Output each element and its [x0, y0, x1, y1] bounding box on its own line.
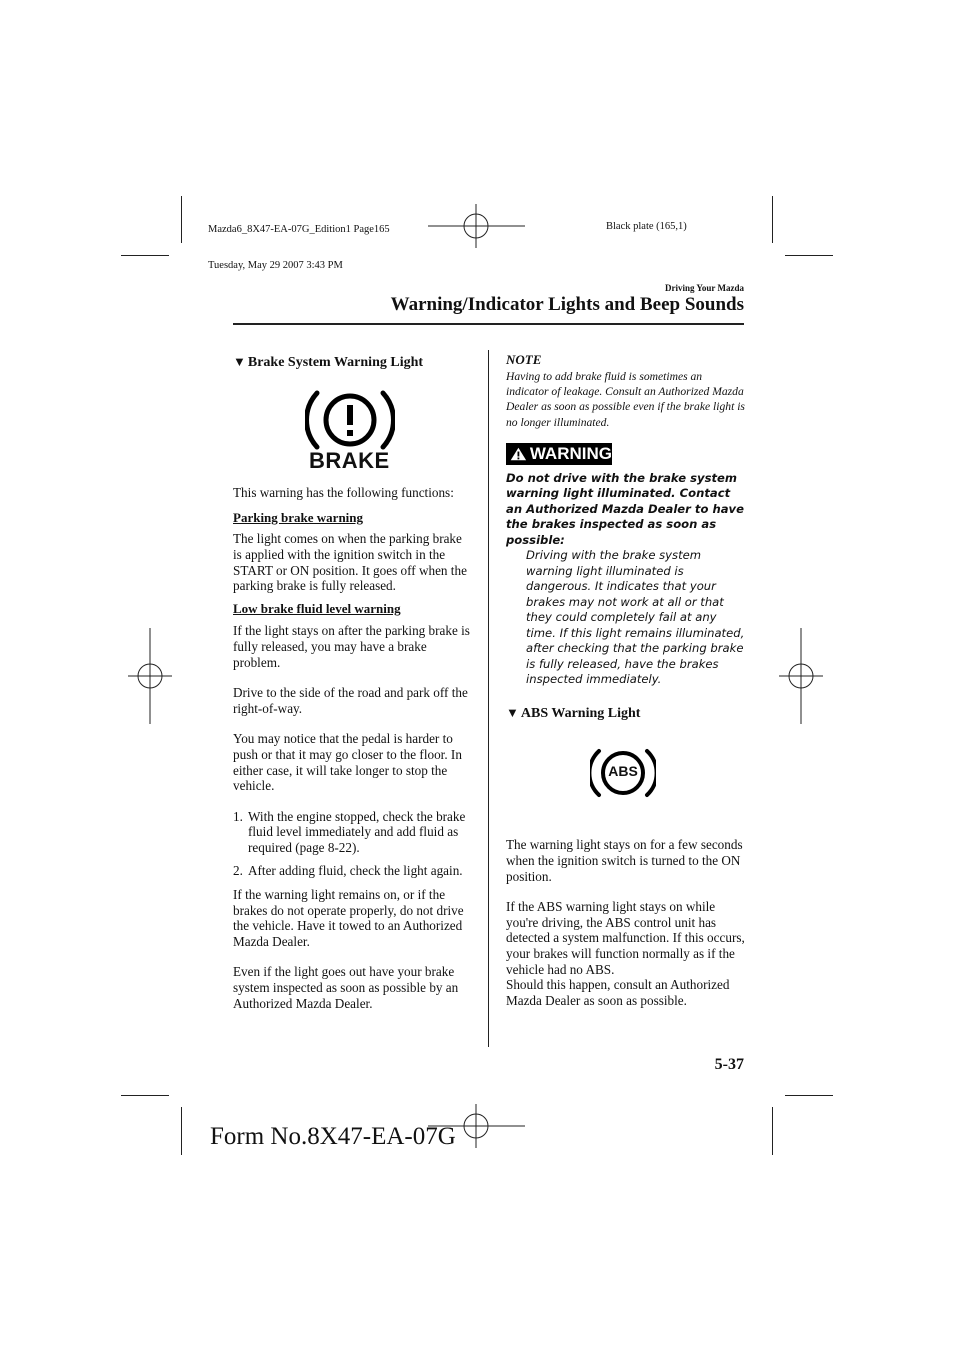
print-job-info: [208, 200, 390, 284]
column-divider: [488, 350, 489, 1047]
note-text: Having to add brake fluid is sometimes an indicator of leakage. Consult an Authorized Mazda Dealer as soon as possible even if the brake light is no longer illuminated.: [506, 369, 745, 429]
warning-body: Driving with the brake system warning light illuminated is dangerous. It indicates that your brakes may not work at all or that they could completely fail at any time. If this light remains illuminated, after checking that the parking brake is fully released, have the brakes inspected immediately.: [526, 548, 745, 687]
after-text-1: If the warning light remains on, or if the brakes do not operate properly, do not drive the vehicle. Have it towed to an Authorized Mazda Dealer.: [233, 887, 464, 949]
section-kicker: Driving Your Mazda: [664, 283, 744, 293]
plate-info: Black plate (165,1): [606, 221, 687, 232]
crop-mark: [785, 255, 833, 256]
list-item: [233, 863, 473, 879]
registration-mark: [779, 628, 823, 724]
parking-brake-heading: Parking brake warning: [233, 509, 364, 525]
registration-mark: [428, 204, 525, 248]
header-rule: [233, 323, 744, 325]
abs-heading-text: ABS Warning Light: [520, 705, 641, 721]
registration-mark: [128, 628, 172, 724]
crop-mark: [121, 1095, 169, 1096]
fluid-text-1: If the light stays on after the parking brake is fully released, you may have a brake problem.: [233, 623, 470, 670]
crop-mark: [772, 196, 773, 243]
fluid-text-2: Drive to the side of the road and park off the right-of-way.: [233, 685, 468, 716]
fluid-level-heading: Low brake fluid level warning: [233, 600, 401, 616]
triangle-bullet-icon: ▼: [233, 354, 246, 369]
crop-mark: [785, 1095, 833, 1096]
brake-intro: This warning has the following functions:: [233, 485, 454, 501]
step-number: 2.: [233, 863, 243, 879]
warning-lead: Do not drive with the brake system warning light illuminated. Contact an Authorized Mazda Dealer to have the brakes inspected as soon as possible:: [506, 470, 744, 547]
abs-text-3: Should this happen, consult an Authorized Mazda Dealer as soon as possible.: [506, 977, 730, 1008]
left-column: [233, 354, 473, 1011]
step-text: With the engine stopped, check the brake fluid level immediately and add fluid as required (page 8-22).: [248, 808, 466, 855]
abs-text-2: If the ABS warning light stays on while you're driving, the ABS control unit has detected a system malfunction. If this occurs, your brakes will function normally as if the vehicle had no ABS.: [506, 899, 745, 977]
list-item: [233, 809, 473, 856]
crop-mark: [121, 255, 169, 256]
page-number: 5-37: [714, 1056, 744, 1073]
step-text: After adding fluid, check the light again.: [248, 863, 463, 879]
form-number: Form No.8X47-EA-07G: [210, 1123, 456, 1150]
right-column: [506, 352, 746, 1008]
warning-triangle-icon: [510, 444, 527, 464]
parking-brake-text: The light comes on when the parking brake is applied with the ignition switch in the START or ON position. It goes off when the parking brake is fully released.: [233, 531, 467, 594]
abs-text-1: The warning light stays on for a few seconds when the ignition switch is turned to the ON position.: [506, 837, 743, 884]
triangle-bullet-icon: ▼: [506, 704, 519, 720]
fluid-text-3: You may notice that the pedal is harder to push or that it may go closer to the floor. In either case, it will take longer to stop the vehicle.: [233, 731, 462, 794]
brake-heading: [233, 354, 473, 371]
print-file-line: Mazda6_8X47-EA-07G_Edition1 Page165: [208, 224, 390, 235]
step-number: 1.: [233, 808, 243, 824]
print-date-line: Tuesday, May 29 2007 3:43 PM: [208, 260, 343, 271]
abs-warning-icon: [590, 745, 656, 801]
warning-banner: [506, 443, 612, 465]
page-title: Warning/Indicator Lights and Beep Sounds: [390, 294, 744, 315]
crop-mark: [772, 1107, 773, 1155]
brake-heading-text: Brake System Warning Light: [247, 355, 424, 370]
after-text-2: Even if the light goes out have your brake system inspected as soon as possible by an Authorized Mazda Dealer.: [233, 964, 459, 1011]
warning-label: WARNING: [529, 444, 612, 464]
abs-heading: [506, 705, 746, 722]
crop-mark: [181, 196, 182, 243]
note-title: NOTE: [506, 352, 542, 367]
crop-mark: [181, 1107, 182, 1155]
brake-icon-label: BRAKE: [309, 447, 390, 473]
abs-icon-label: ABS: [608, 763, 638, 780]
